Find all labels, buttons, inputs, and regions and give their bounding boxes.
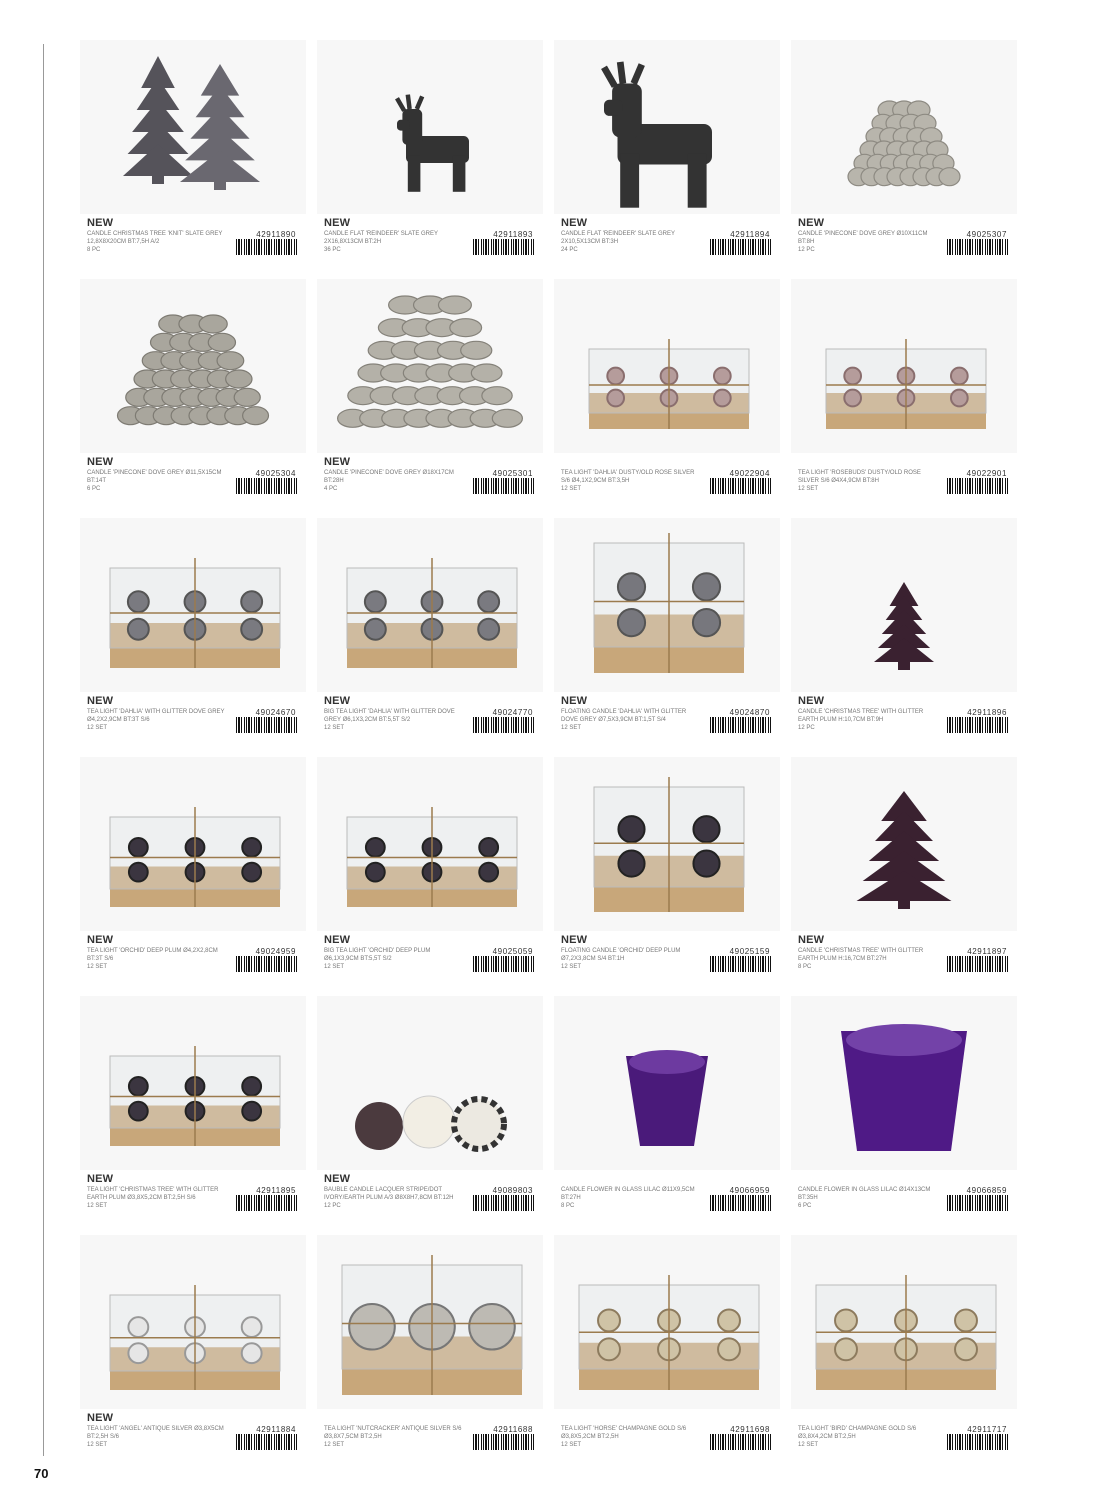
product-photo: [554, 40, 780, 214]
product-description: TEA LIGHT 'DAHLIA' WITH GLITTER DOVE GREY Ø4,2X2,9CM BT:3T S/6 12 SET: [87, 709, 225, 731]
product-photo: [80, 40, 306, 214]
product-photo: [317, 996, 543, 1170]
product-photo: [554, 518, 780, 692]
product-description: TEA LIGHT 'ROSEBUDS' DUSTY/OLD ROSE SILVER S/6 Ø4X4,9CM BT:8H 12 SET: [798, 470, 921, 492]
product-photo: [791, 996, 1017, 1170]
product-photo: [80, 996, 306, 1170]
product-card: [791, 1235, 1017, 1467]
product-code: 42911688: [493, 1425, 533, 1434]
product-photo: [791, 1235, 1017, 1409]
product-photo: [80, 1235, 306, 1409]
product-card: [791, 40, 1017, 272]
barcode: [710, 956, 772, 976]
product-code: 42911893: [493, 230, 533, 239]
product-description: TEA LIGHT 'HORSE' CHAMPAGNE GOLD S/6 Ø3,8X5,2CM BT:2,5H 12 SET: [561, 1426, 687, 1448]
page-number: 70: [34, 1466, 49, 1481]
product-description: BIG TEA LIGHT 'DAHLIA' WITH GLITTER DOVE GREY Ø6,1X3,2CM BT:5,5T S/2 12 SET: [324, 709, 455, 731]
product-card: [554, 40, 780, 272]
product-photo: [317, 757, 543, 931]
product-card: [554, 1235, 780, 1467]
product-description: CANDLE 'CHRISTMAS TREE' WITH GLITTER EARTH PLUM H:10,7CM BT:9H 12 PC: [798, 709, 924, 731]
barcode: [710, 717, 772, 737]
new-badge: NEW: [798, 695, 825, 707]
product-code: 49089803: [492, 1186, 533, 1195]
product-photo: [317, 518, 543, 692]
product-card: [791, 279, 1017, 511]
product-code: 42911890: [256, 230, 296, 239]
new-badge: NEW: [87, 1412, 114, 1424]
new-badge: NEW: [87, 695, 114, 707]
product-card: [80, 279, 306, 511]
product-card: [317, 996, 543, 1228]
new-badge: NEW: [561, 934, 588, 946]
new-badge: NEW: [324, 217, 351, 229]
product-card: [80, 996, 306, 1228]
product-photo: [317, 279, 543, 453]
product-photo: [554, 279, 780, 453]
product-description: CANDLE 'PINECONE' DOVE GREY Ø10X11CM BT:8H 12 PC: [798, 231, 928, 253]
barcode: [947, 239, 1009, 259]
product-code: 42911894: [730, 230, 770, 239]
product-code: 49025304: [255, 469, 296, 478]
barcode: [947, 1195, 1009, 1215]
product-description: CANDLE FLOWER IN GLASS LILAC Ø11X9,5CM BT:27H 8 PC: [561, 1187, 695, 1209]
product-code: 49024959: [255, 947, 296, 956]
new-badge: NEW: [324, 934, 351, 946]
product-code: 42911884: [256, 1425, 296, 1434]
barcode: [947, 956, 1009, 976]
product-photo: [791, 40, 1017, 214]
product-description: CANDLE CHRISTMAS TREE 'KNIT' SLATE GREY 12,8X8X20CM BT:7,5H A/2 8 PC: [87, 231, 223, 253]
barcode: [473, 478, 535, 498]
product-photo: [791, 757, 1017, 931]
barcode: [947, 717, 1009, 737]
product-photo: [80, 757, 306, 931]
product-description: CANDLE FLAT 'REINDEER' SLATE GREY 2X10,5X13CM BT:3H 24 PC: [561, 231, 675, 253]
product-code: 49025301: [492, 469, 533, 478]
barcode: [947, 1434, 1009, 1454]
product-photo: [80, 518, 306, 692]
barcode: [236, 239, 298, 259]
barcode: [236, 1195, 298, 1215]
barcode: [236, 956, 298, 976]
product-card: [554, 279, 780, 511]
new-badge: NEW: [87, 1173, 114, 1185]
product-description: TEA LIGHT 'BIRD' CHAMPAGNE GOLD S/6 Ø3,8X4,2CM BT:2,5H 12 SET: [798, 1426, 917, 1448]
product-card: [554, 757, 780, 989]
barcode: [710, 1434, 772, 1454]
new-badge: NEW: [798, 934, 825, 946]
barcode: [473, 956, 535, 976]
new-badge: NEW: [324, 456, 351, 468]
new-badge: NEW: [87, 934, 114, 946]
product-card: [554, 996, 780, 1228]
product-code: 49024770: [492, 708, 533, 717]
product-code: 49024870: [729, 708, 770, 717]
product-description: TEA LIGHT 'ORCHID' DEEP PLUM Ø4,2X2,8CM BT:3T S/6 12 SET: [87, 948, 218, 970]
product-card: [80, 1235, 306, 1467]
barcode: [473, 239, 535, 259]
product-photo: [80, 279, 306, 453]
product-description: TEA LIGHT 'ANGEL' ANTIQUE SILVER Ø3,8X5CM BT:2,5H S/6 12 SET: [87, 1426, 224, 1448]
new-badge: NEW: [324, 695, 351, 707]
new-badge: NEW: [561, 695, 588, 707]
barcode: [710, 239, 772, 259]
barcode: [236, 1434, 298, 1454]
product-card: [317, 1235, 543, 1467]
barcode: [236, 717, 298, 737]
product-photo: [554, 1235, 780, 1409]
product-card: [317, 757, 543, 989]
product-code: 49022901: [966, 469, 1007, 478]
product-description: TEA LIGHT 'DAHLIA' DUSTY/OLD ROSE SILVER S/6 Ø4,1X2,9CM BT:3,5H 12 SET: [561, 470, 695, 492]
barcode: [236, 478, 298, 498]
new-badge: NEW: [324, 1173, 351, 1185]
product-code: 42911698: [730, 1425, 770, 1434]
product-code: 42911897: [967, 947, 1007, 956]
page-margin-line: [43, 44, 44, 1456]
new-badge: NEW: [561, 217, 588, 229]
product-description: FLOATING CANDLE 'DAHLIA' WITH GLITTER DOVE GREY Ø7,5X3,9CM BT:1,5T S/4 12 SET: [561, 709, 687, 731]
barcode: [947, 478, 1009, 498]
new-badge: NEW: [798, 217, 825, 229]
product-code: 49025059: [492, 947, 533, 956]
product-description: CANDLE FLOWER IN GLASS LILAC Ø14X13CM BT:35H 6 PC: [798, 1187, 931, 1209]
product-description: CANDLE FLAT 'REINDEER' SLATE GREY 2X16,8X13CM BT:2H 36 PC: [324, 231, 438, 253]
product-code: 49025159: [729, 947, 770, 956]
product-card: [317, 40, 543, 272]
product-description: TEA LIGHT 'CHRISTMAS TREE' WITH GLITTER EARTH PLUM Ø3,8X5,2CM BT:2,5H S/6 12 SET: [87, 1187, 219, 1209]
product-code: 49022904: [729, 469, 770, 478]
product-card: [791, 996, 1017, 1228]
product-photo: [317, 1235, 543, 1409]
product-photo: [317, 40, 543, 214]
product-code: 49025307: [966, 230, 1007, 239]
product-card: [80, 40, 306, 272]
product-card: [317, 518, 543, 750]
product-card: [554, 518, 780, 750]
product-grid: [80, 40, 1080, 1470]
product-code: 42911896: [967, 708, 1007, 717]
barcode: [473, 1195, 535, 1215]
barcode: [473, 1434, 535, 1454]
product-card: [317, 279, 543, 511]
product-description: CANDLE 'PINECONE' DOVE GREY Ø18X17CM BT:28H 4 PC: [324, 470, 454, 492]
barcode: [710, 478, 772, 498]
barcode: [710, 1195, 772, 1215]
barcode: [473, 717, 535, 737]
product-description: CANDLE 'PINECONE' DOVE GREY Ø11,5X15CM BT:14T 6 PC: [87, 470, 222, 492]
product-description: FLOATING CANDLE 'ORCHID' DEEP PLUM Ø7,2X3,8CM S/4 BT:1H 12 SET: [561, 948, 681, 970]
product-description: BAUBLE CANDLE LACQUER STRIPE/DOT IVORY/EARTH PLUM A/3 Ø8X8H7,8CM BT:12H 12 PC: [324, 1187, 454, 1209]
product-photo: [791, 279, 1017, 453]
new-badge: NEW: [87, 217, 114, 229]
product-card: [80, 518, 306, 750]
product-description: BIG TEA LIGHT 'ORCHID' DEEP PLUM Ø6,1X3,9CM BT:5,5T S/2 12 SET: [324, 948, 431, 970]
product-photo: [791, 518, 1017, 692]
product-code: 42911895: [256, 1186, 296, 1195]
product-photo: [554, 996, 780, 1170]
product-card: [80, 757, 306, 989]
product-code: 49066859: [966, 1186, 1007, 1195]
product-description: CANDLE 'CHRISTMAS TREE' WITH GLITTER EARTH PLUM H:16,7CM BT:27H 8 PC: [798, 948, 924, 970]
product-description: TEA LIGHT 'NUTCRACKER' ANTIQUE SILVER S/6 Ø3,8X7,5CM BT:2,5H 12 SET: [324, 1426, 462, 1448]
new-badge: NEW: [87, 456, 114, 468]
product-card: [791, 518, 1017, 750]
product-code: 49024670: [255, 708, 296, 717]
product-code: 42911717: [967, 1425, 1007, 1434]
product-card: [791, 757, 1017, 989]
product-photo: [554, 757, 780, 931]
product-code: 49066959: [729, 1186, 770, 1195]
